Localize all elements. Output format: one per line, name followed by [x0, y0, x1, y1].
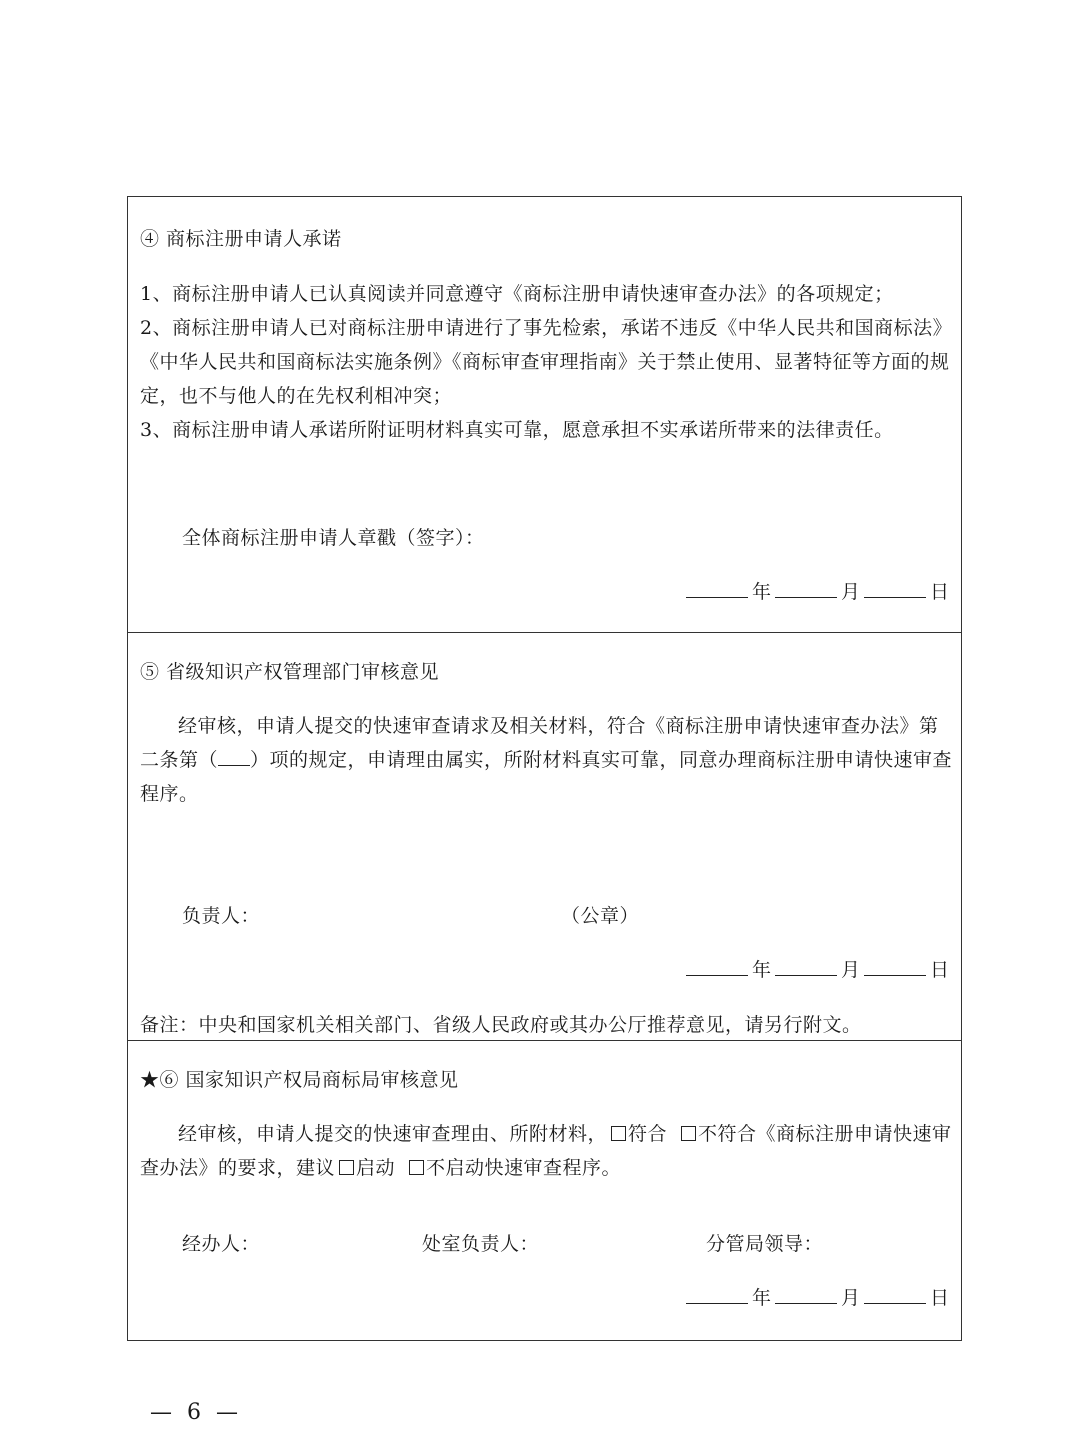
- month-label: 月: [840, 581, 860, 603]
- month-blank[interactable]: [775, 1281, 837, 1304]
- not-comply-checkbox[interactable]: [681, 1126, 696, 1141]
- year-label: 年: [751, 1287, 771, 1309]
- section5-body-part1: 经审核，申请人提交的快速审查请求及相关材料，符合《商标注册申请快速审查办法》第二条第（: [140, 715, 939, 771]
- page-number: — 6 —: [150, 1400, 242, 1425]
- section5-body-part2: ）项的规定，申请理由属实，所附材料真实可靠，同意办理商标注册申请快速审查程序。: [140, 749, 953, 805]
- handler-label: 经办人：: [182, 1233, 261, 1255]
- trademark-office-review-section: [128, 1041, 961, 1340]
- section6-body-part1: 经审核，申请人提交的快速审查理由、所附材料，: [178, 1123, 608, 1145]
- office-head-label: 处室负责人：: [422, 1233, 540, 1255]
- official-seal-label: （公章）: [561, 905, 640, 927]
- year-blank[interactable]: [686, 575, 748, 598]
- year-blank[interactable]: [686, 1281, 748, 1304]
- bureau-leader-label: 分管局领导：: [706, 1233, 824, 1255]
- month-label: 月: [840, 959, 860, 981]
- applicant-signature-label: 全体商标注册申请人章戳（签字）：: [182, 527, 485, 549]
- section5-body: [140, 709, 955, 811]
- year-blank[interactable]: [686, 953, 748, 976]
- day-label: 日: [929, 959, 949, 981]
- day-blank[interactable]: [864, 1281, 926, 1304]
- month-label: 月: [840, 1287, 860, 1309]
- year-label: 年: [751, 581, 771, 603]
- month-blank[interactable]: [775, 953, 837, 976]
- day-blank[interactable]: [864, 953, 926, 976]
- comply-label: 符合: [628, 1123, 668, 1145]
- commitment-item-1: 1、商标注册申请人已认真阅读并同意遵守《商标注册申请快速审查办法》的各项规定；: [140, 283, 894, 305]
- commitment-item-3: 3、商标注册申请人承诺所附证明材料真实可靠，愿意承担不实承诺所带来的法律责任。: [140, 419, 894, 441]
- section6-body: [140, 1117, 955, 1185]
- day-label: 日: [929, 1287, 949, 1309]
- not-comply-label: 不符合《商标注册申请快速审查办法》的要求，建议: [140, 1123, 952, 1179]
- section6-date-line: [686, 1281, 949, 1315]
- day-label: 日: [929, 581, 949, 603]
- day-blank[interactable]: [864, 575, 926, 598]
- section4-date-line: [686, 575, 949, 609]
- application-form-table: [127, 196, 962, 1341]
- commitment-list: [140, 277, 955, 447]
- not-start-label: 不启动快速审查程序。: [426, 1157, 622, 1179]
- not-start-checkbox[interactable]: [409, 1160, 424, 1175]
- start-checkbox[interactable]: [339, 1160, 354, 1175]
- responsible-person-label: 负责人：: [182, 905, 261, 927]
- provincial-review-section: [128, 633, 961, 1041]
- commitment-item-2: 2、商标注册申请人已对商标注册申请进行了事先检索，承诺不违反《中华人民共和国商标法》《中华人民共和国商标法实施条例》《商标审查审理指南》关于禁止使用、显著特征等方面的规定，也不与他人的在先权利相冲突；: [140, 317, 953, 407]
- section4-heading: ④ 商标注册申请人承诺: [140, 228, 342, 250]
- clause-number-blank[interactable]: [218, 745, 250, 766]
- year-label: 年: [751, 959, 771, 981]
- start-label: 启动: [356, 1157, 396, 1179]
- section5-date-line: [686, 953, 949, 987]
- month-blank[interactable]: [775, 575, 837, 598]
- section6-heading: ★⑥ 国家知识产权局商标局审核意见: [140, 1069, 459, 1091]
- section5-note: 备注：中央和国家机关相关部门、省级人民政府或其办公厅推荐意见，请另行附文。: [140, 1014, 862, 1036]
- comply-checkbox[interactable]: [611, 1126, 626, 1141]
- section5-heading: ⑤ 省级知识产权管理部门审核意见: [140, 661, 440, 683]
- applicant-commitment-section: [128, 197, 961, 633]
